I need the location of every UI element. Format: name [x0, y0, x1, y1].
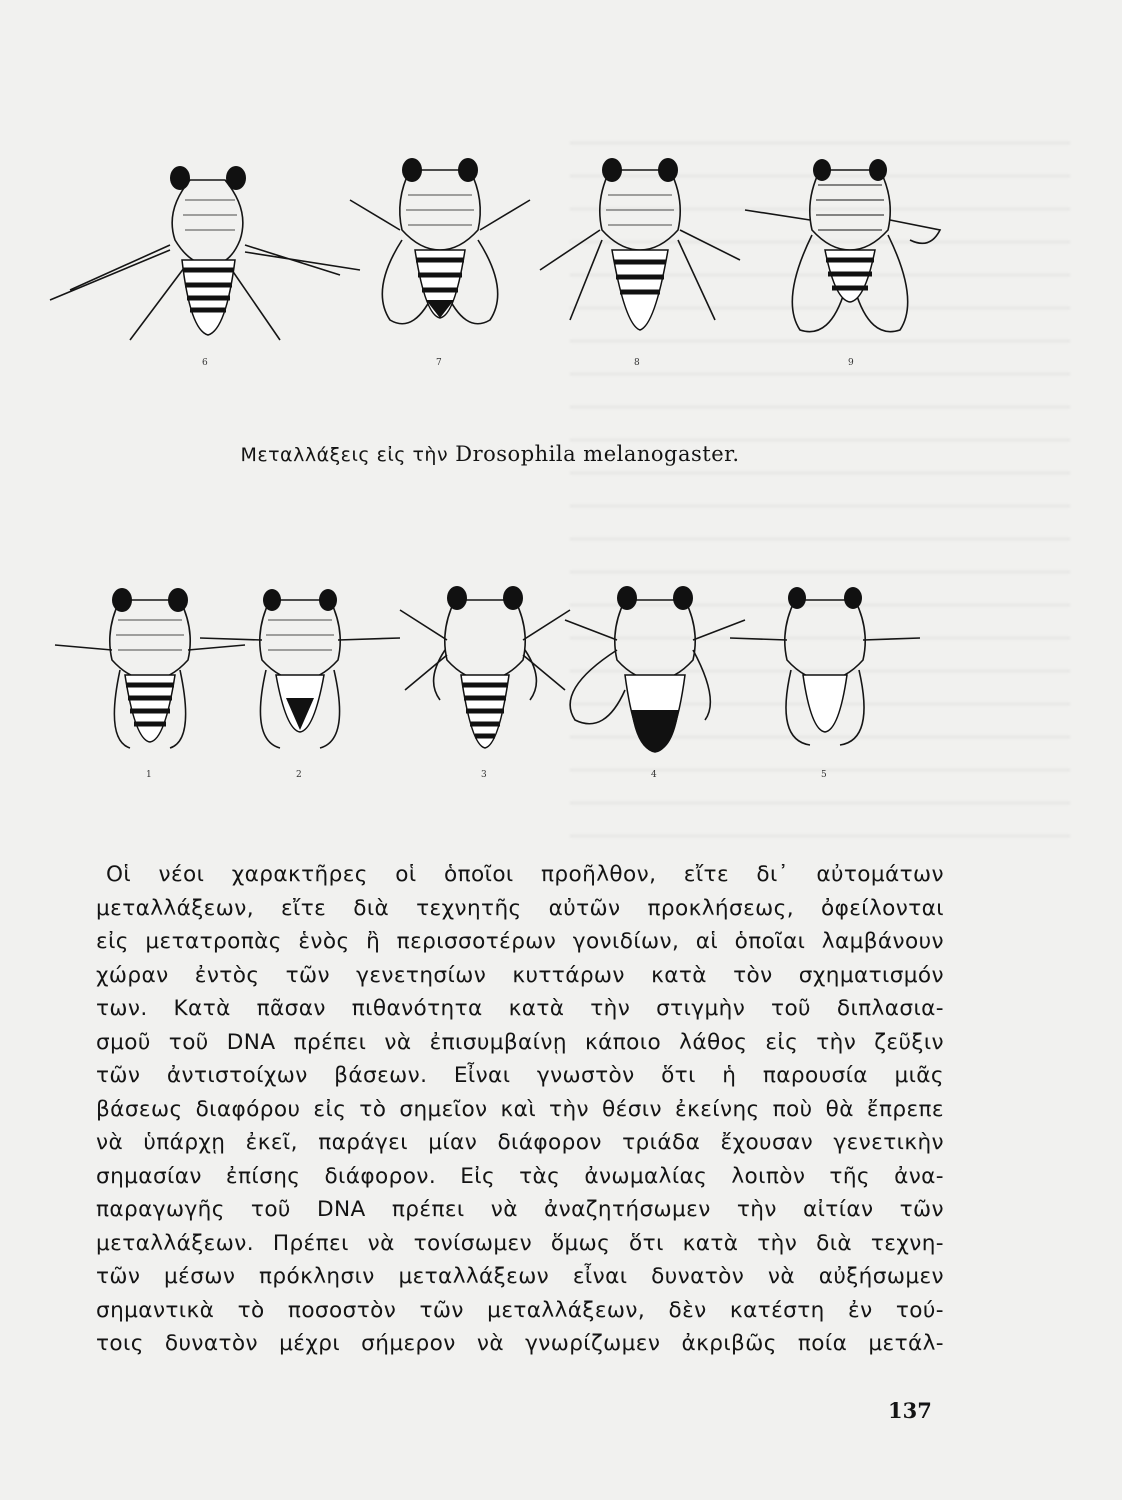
body-paragraph [96, 858, 944, 1361]
text-line: βάσεως διαφόρου εἰς τὸ σημεῖον καὶ τὴν θέσιν ἐκείνης ποὺ θὰ ἔπρεπε [96, 1096, 944, 1122]
text-line: σημαντικὰ τὸ ποσοστὸν τῶν μεταλλάξεων, δὲν κατέστη ἐν τού- [96, 1297, 944, 1323]
figure-top-row [0, 140, 1122, 380]
figure-number: 9 [848, 358, 854, 368]
figure-bottom-row [0, 570, 1122, 790]
text-line: των. Κατὰ πᾶσαν πιθανότητα κατὰ τὴν στιγμὴν τοῦ διπλασια- [96, 996, 944, 1021]
text-line: τῶν μέσων πρόκλησιν μεταλλάξεων εἶναι δυνατὸν νὰ αὐξήσωμεν [96, 1264, 944, 1289]
page-number: 137 [888, 1398, 932, 1423]
figure-number: 7 [436, 358, 442, 368]
text-line: σμοῦ τοῦ DNA πρέπει νὰ ἐπισυμβαίνῃ κάποιο λάθος εἰς τὴν ζεῦξιν [96, 1029, 944, 1055]
text-line: σημασίαν ἐπίσης διάφορον. Εἰς τὰς ἀνωμαλίας λοιπὸν τῆς ἀνα- [96, 1163, 944, 1189]
figure-caption [0, 442, 980, 466]
text-line: νὰ ὑπάρχῃ ἐκεῖ, παράγει μίαν διάφορον τριάδα ἔχουσαν γενετικὴν [96, 1130, 944, 1155]
figure-number: 2 [296, 770, 302, 780]
text-line: παραγωγῆς τοῦ DNA πρέπει νὰ ἀναζητήσωμεν τὴν αἰτίαν τῶν [96, 1197, 944, 1222]
fly-illustration-9 [740, 140, 960, 368]
figure-number: 4 [651, 770, 657, 780]
caption-latin: Drosophila melanogaster. [455, 442, 740, 466]
fly-illustration-5 [725, 570, 925, 780]
figure-number: 3 [481, 770, 487, 780]
text-line: τῶν ἀντιστοίχων βάσεων. Εἶναι γνωστὸν ὅτι ἡ παρουσία μιᾶς [96, 1063, 944, 1088]
caption-greek: Μεταλλάξεις εἰς τὴν [240, 444, 449, 466]
text-line: Οἱ νέοι χαρακτῆρες οἱ ὁποῖοι προῆλθον, εἴτε δι᾽ αὐτομάτων [106, 862, 944, 887]
text-line: τοις δυνατὸν μέχρι σήμερον νὰ γνωρίζωμεν ἀκριβῶς ποία μετάλ- [96, 1331, 944, 1356]
fly-illustration-6 [40, 140, 370, 368]
fly-illustration-2 [200, 570, 400, 780]
figure-number: 6 [202, 358, 208, 368]
text-line: μεταλλάξεων, εἴτε διὰ τεχνητῆς αὐτῶν προκλήσεως, ὀφείλονται [96, 895, 944, 921]
text-line: χώραν ἐντὸς τῶν γενετησίων κυττάρων κατὰ τὸν σχηματισμόν [96, 962, 944, 988]
figure-number: 8 [634, 358, 640, 368]
fly-illustration-7 [340, 140, 540, 368]
fly-illustration-8 [530, 140, 750, 368]
text-line: μεταλλάξεων. Πρέπει νὰ τονίσωμεν ὅμως ὅτι κατὰ τὴν διὰ τεχνη- [96, 1230, 944, 1256]
text-line: εἰς μετατροπὰς ἑνὸς ἢ περισσοτέρων γονιδίων, αἱ ὁποῖαι λαμβάνουν [96, 929, 944, 954]
figure-number: 1 [146, 770, 152, 780]
figure-number: 5 [821, 770, 827, 780]
